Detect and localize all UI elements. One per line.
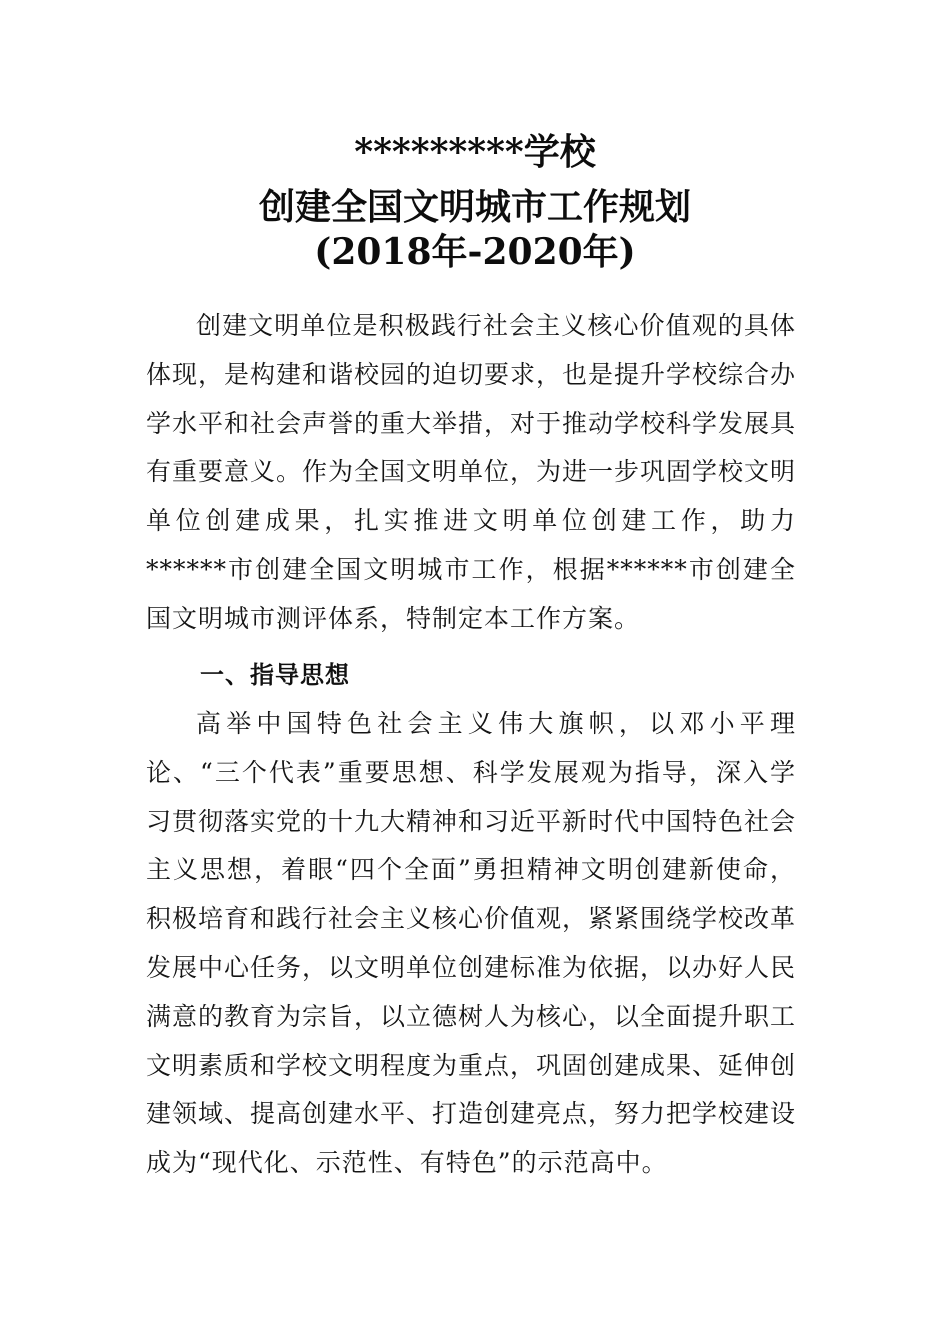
document-title-years: (2018年-2020年) <box>314 231 636 273</box>
guiding-ideology-paragraph: 高举中国特色社会主义伟大旗帜，以邓小平理论、“三个代表”重要思想、科学发展观为指导，深入学习贯彻落实党的十九大精神和习近平新时代中国特色社会主义思想，着眼“四个全面”勇担精神文明创建新使命，积极培育和践行社会主义核心价值观，紧紧围绕学校改革发展中心任务，以文明单位创建标准为依据，以办好人民满意的教育为宗旨，以立德树人为核心，以全面提升职工文明素质和学校文明程度为重点，巩固创建成果、延伸创建领域、提高创建水平、打造创建亮点，努力把学校建设成为“现代化、示范性、有特色”的示范高中。 <box>146 709 797 1178</box>
intro-paragraph: 创建文明单位是积极践行社会主义核心价值观的具体体现，是构建和谐校园的迫切要求，也是提升学校综合办学水平和社会声誉的重大举措，对于推动学校科学发展具有重要意义。作为全国文明单位，为进一步巩固学校文明单位创建成果，扎实推进文明单位创建工作，助力******市创建全国文明城市工作，根据******市创建全国文明城市测评体系，特制定本工作方案。 <box>146 311 797 633</box>
document-title-school: *********学校 <box>354 131 596 173</box>
document-title-main: 创建全国文明城市工作规划 <box>258 186 691 228</box>
section-heading-guiding-ideology: 一、指导思想 <box>200 661 350 689</box>
